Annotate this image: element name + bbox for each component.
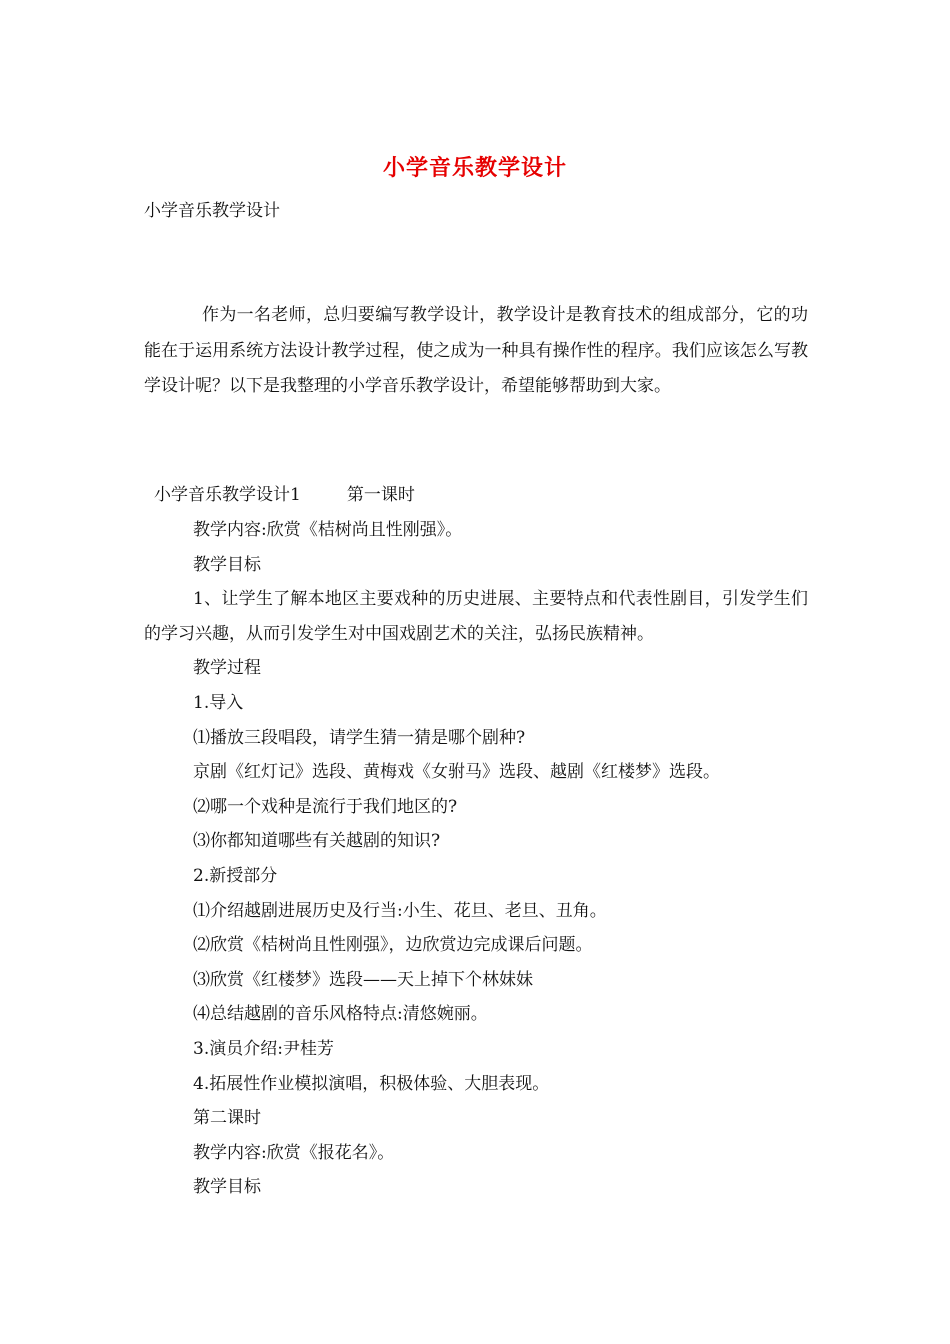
lesson-period: 第一课时	[346, 485, 415, 505]
document-title: 小学音乐教学设计	[382, 155, 567, 181]
body-line: ⑶欣赏《红楼梦》选段——天上掉下个林妹妹	[193, 969, 533, 990]
body-line: ⑴播放三段唱段，请学生猜一猜是哪个剧种?	[193, 727, 526, 748]
body-line: 教学内容:欣赏《报花名》。	[193, 1142, 395, 1163]
document-subtitle: 小学音乐教学设计	[144, 201, 280, 221]
body-line: 教学目标	[193, 1177, 261, 1198]
body-line: 教学内容:欣赏《桔树尚且性刚强》。	[193, 520, 463, 540]
goal-paragraph: 1、让学生了解本地区主要戏种的历史进展、主要特点和代表性剧目，引发学生们的学习兴趣，从而引发学生对中国戏剧艺术的关注，弘扬民族精神。	[144, 589, 808, 644]
body-line: 4.拓展性作业模拟演唱，积极体验、大胆表现。	[193, 1073, 550, 1094]
body-line: 教学过程	[193, 658, 261, 679]
body-line: ⑴介绍越剧进展历史及行当:小生、花旦、老旦、丑角。	[193, 900, 607, 921]
body-line: 3.演员介绍:尹桂芳	[193, 1038, 334, 1059]
body-line: 1.导入	[193, 692, 244, 713]
lesson-heading: 小学音乐教学设计1	[154, 485, 301, 505]
body-line: ⑵欣赏《桔树尚且性刚强》，边欣赏边完成课后问题。	[193, 935, 593, 956]
body-line: ⑵哪一个戏种是流行于我们地区的?	[193, 796, 458, 817]
body-line: 教学目标	[193, 554, 261, 575]
lesson-heading-row	[154, 480, 415, 510]
body-line: ⑷总结越剧的音乐风格特点:清悠婉丽。	[193, 1004, 488, 1025]
body-line: 2.新授部分	[193, 865, 278, 886]
lesson-body	[144, 513, 808, 1205]
intro-paragraph: 作为一名老师，总归要编写教学设计，教学设计是教育技术的组成部分，它的功能在于运用系统方法设计教学过程，使之成为一种具有操作性的程序。我们应该怎么写教学设计呢？以下是我整理的小学音乐教学设计，希望能够帮助到大家。	[144, 305, 808, 396]
body-line: 京剧《红灯记》选段、黄梅戏《女驸马》选段、越剧《红楼梦》选段。	[193, 762, 720, 783]
body-line: 第二课时	[193, 1108, 261, 1129]
body-line: ⑶你都知道哪些有关越剧的知识?	[193, 831, 441, 852]
